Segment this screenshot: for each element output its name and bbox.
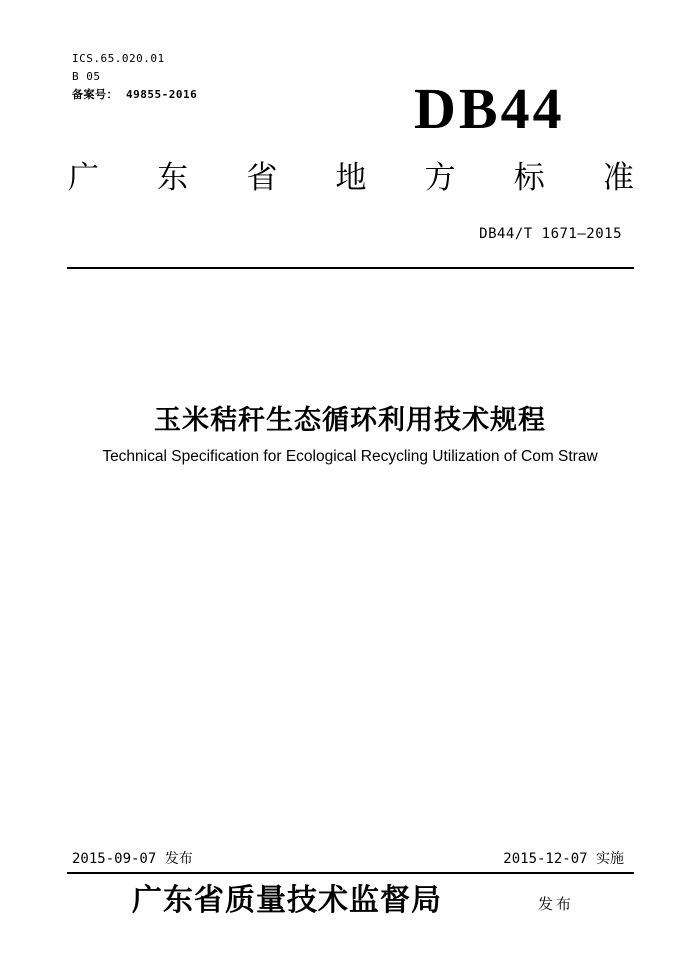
bottom-divider — [67, 872, 634, 874]
issuer: 广东省质量技术监督局 — [132, 884, 442, 917]
db-code: DB44 — [414, 76, 565, 141]
title-chinese: 玉米秸秆生态循环利用技术规程 — [154, 405, 546, 436]
ics-code: ICS.65.020.01 — [72, 52, 165, 65]
issue-date: 2015-09-07 发布 — [72, 851, 193, 867]
standard-type-char: 省 — [246, 160, 278, 196]
title-english: Technical Specification for Ecological Recycling Utilization of Com Straw — [102, 448, 598, 465]
standard-type-char: 地 — [335, 160, 367, 196]
standard-type-char: 东 — [157, 160, 189, 196]
filing-number — [72, 88, 197, 101]
standard-type-heading — [68, 158, 634, 198]
standard-type-char: 准 — [602, 160, 634, 196]
issuer-suffix: 发布 — [538, 896, 575, 913]
standard-type-char: 方 — [424, 160, 456, 196]
implementation-date: 2015-12-07 实施 — [503, 851, 624, 867]
filing-label: 备案号： — [72, 88, 118, 101]
ccs-code: B 05 — [72, 70, 101, 83]
standard-number: DB44/T 1671—2015 — [479, 226, 622, 242]
filing-value: 49855-2016 — [126, 88, 198, 101]
standard-type-char: 标 — [513, 160, 545, 196]
standard-type-char: 广 — [68, 160, 99, 196]
top-divider — [67, 267, 634, 269]
